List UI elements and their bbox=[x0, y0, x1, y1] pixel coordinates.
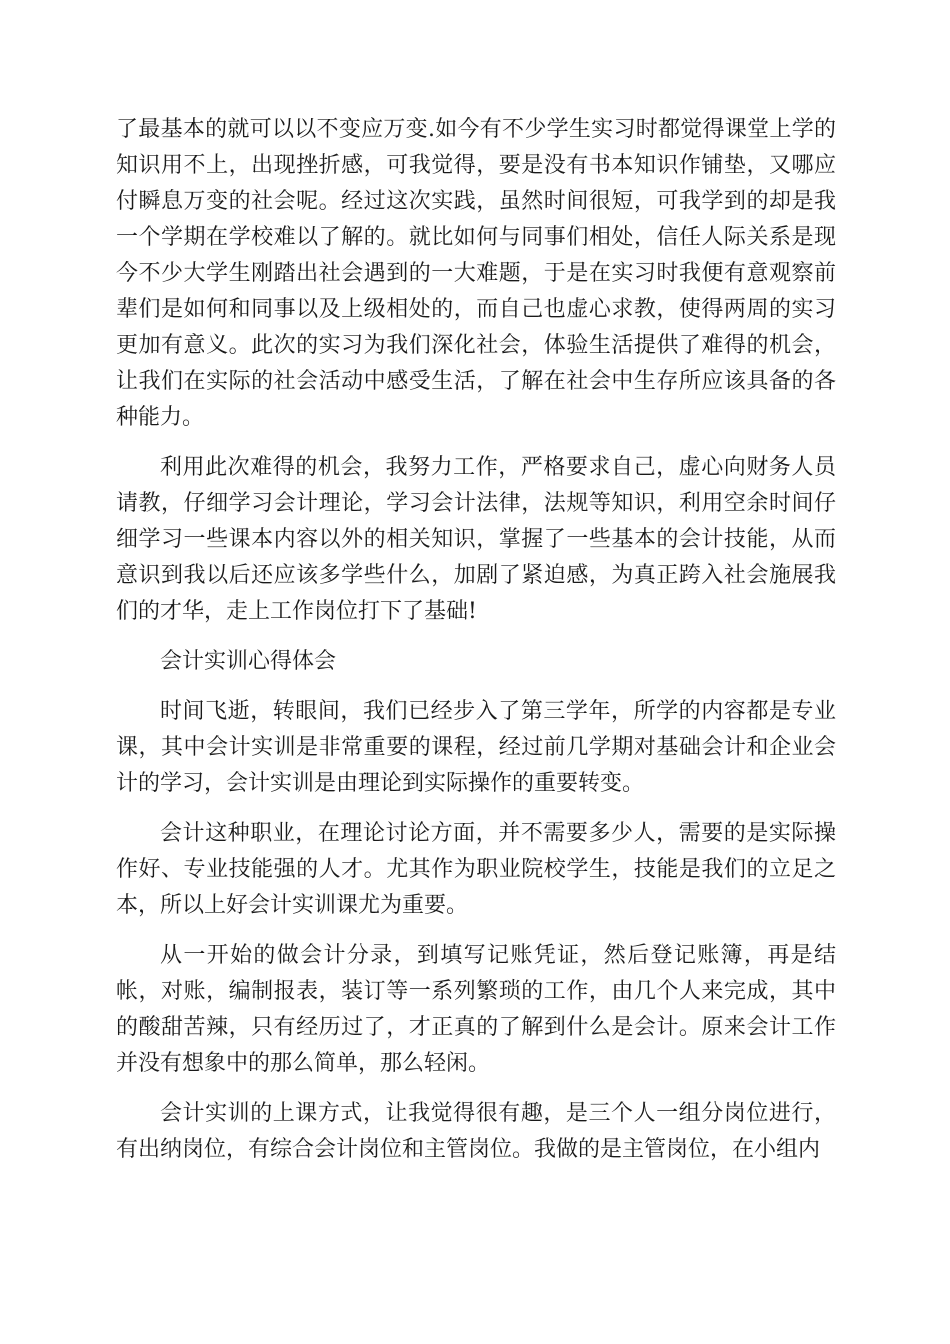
paragraph-6: 会计实训的上课方式，让我觉得很有趣，是三个人一组分岗位进行，有出纳岗位，有综合会计岗位和主管岗位。我做的是主管岗位，在小组内 bbox=[116, 1101, 836, 1162]
paragraph-1: 了最基本的就可以以不变应万变.如今有不少学生实习时都觉得课堂上学的知识用不上，出现挫折感，可我觉得，要是没有书本知识作铺垫，又哪应付瞬息万变的社会呢。经过这次实践，虽然时间很短，可我学到的却是我一个学期在学校难以了解的。就比如何与同事们相处，信任人际关系是现今不少大学生刚踏出社会遇到的一大难题，于是在实习时我便有意观察前辈们是如何和同事以及上级相处的，而自己也虚心求教，使得两周的实习更加有意义。此次的实习为我们深化社会，体验生活提供了难得的机会，让我们在实际的社会活动中感受生活，了解在社会中生存所应该具备的各种能力。 bbox=[116, 117, 836, 430]
document-body bbox=[116, 112, 836, 1168]
section-heading: 会计实训心得体会 bbox=[160, 649, 337, 674]
paragraph-4: 会计这种职业，在理论讨论方面，并不需要多少人，需要的是实际操作好、专业技能强的人才。尤其作为职业院校学生，技能是我们的立足之本，所以上好会计实训课尤为重要。 bbox=[116, 821, 836, 918]
paragraph-3: 时间飞逝，转眼间，我们已经步入了第三学年，所学的内容都是专业课，其中会计实训是非常重要的课程，经过前几学期对基础会计和企业会计的学习，会计实训是由理论到实际操作的重要转变。 bbox=[116, 699, 836, 796]
paragraph-5: 从一开始的做会计分录，到填写记账凭证，然后登记账簿，再是结帐，对账，编制报表，装订等一系列繁琐的工作，由几个人来完成，其中的酸甜苦辣，只有经历过了，才正真的了解到什么是会计。原来会计工作并没有想象中的那么简单，那么轻闲。 bbox=[116, 943, 836, 1076]
paragraph-2: 利用此次难得的机会，我努力工作，严格要求自己，虚心向财务人员请教，仔细学习会计理论，学习会计法律，法规等知识，利用空余时间仔细学习一些课本内容以外的相关知识，掌握了一些基本的会计技能，从而意识到我以后还应该多学些什么，加剧了紧迫感，为真正跨入社会施展我们的才华，走上工作岗位打下了基础! bbox=[116, 455, 836, 624]
